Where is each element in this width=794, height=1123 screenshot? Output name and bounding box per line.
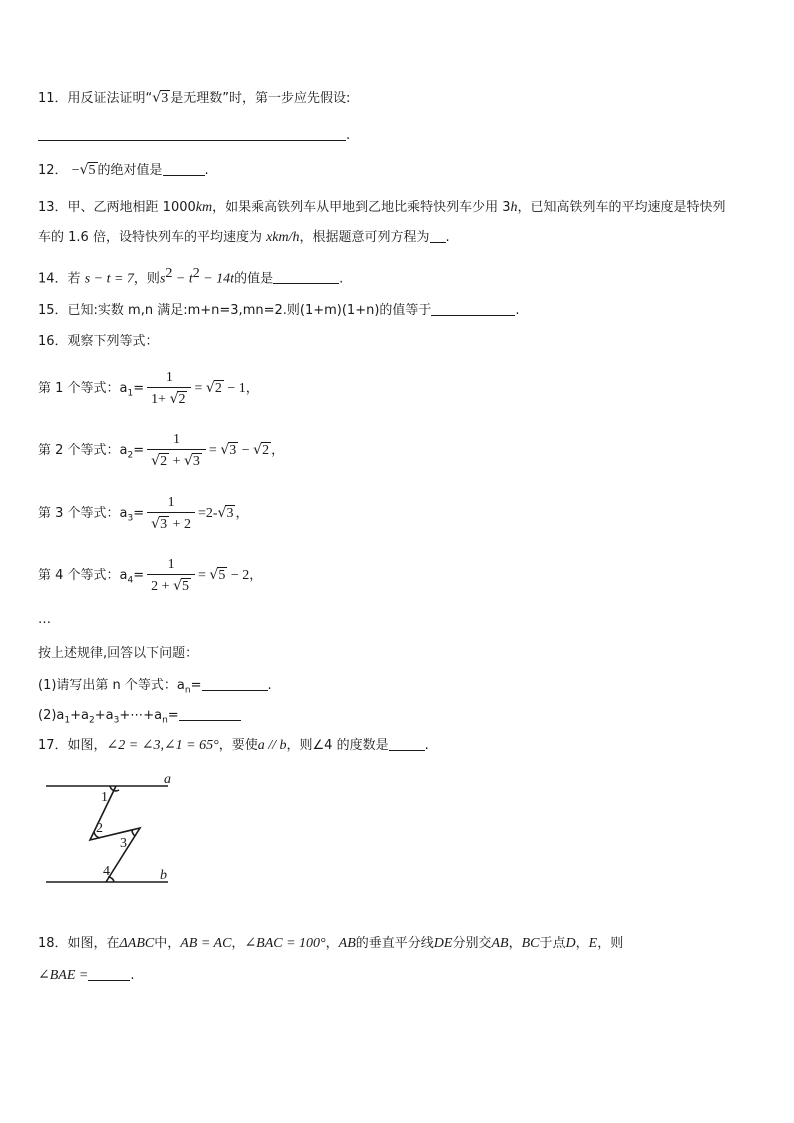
sqrt-symbol-icon: √ <box>205 380 215 396</box>
q18-text-c: 的垂直平分线 <box>355 936 434 951</box>
eq3-eq: = <box>133 506 145 521</box>
eq3-numerator: 1 <box>167 494 175 510</box>
q18-end: . <box>130 968 135 983</box>
q18-sep1: ， <box>231 936 245 951</box>
q11-answer-line <box>38 126 350 146</box>
eq2-den-rad1: 2 <box>160 453 168 469</box>
sqrt-symbol-icon: √ <box>151 452 161 469</box>
q17-end: . <box>424 738 429 753</box>
eq1-fraction <box>147 369 191 409</box>
q18-ab2: AB <box>491 936 509 951</box>
eq2-label: 第 2 个等式：a <box>38 443 128 458</box>
sqrt-symbol-icon: √ <box>152 90 162 106</box>
q17-condition: ∠2 = ∠3,∠1 = 65° <box>106 738 219 753</box>
q11-end: . <box>346 128 351 143</box>
q16-equation-4: 第 4 个等式：$a_4=$ $\frac{1}{2 + √5}$ = √5 − 2， <box>38 556 263 594</box>
q18-angle-bae: ∠BAE = <box>38 968 89 983</box>
eq3-label: 第 3 个等式：a <box>38 506 128 521</box>
eq2-numerator: 1 <box>173 431 181 447</box>
q18-sep3: ， <box>508 936 522 951</box>
q18-text-e: 于点 <box>539 936 566 951</box>
q13-end: . <box>445 230 450 245</box>
q13-text-b: ，如果乘高铁列车从甲地到乙地比乘特快列车少用 3 <box>212 200 511 215</box>
q16-p2-b: +a <box>70 708 89 723</box>
q17-number: 17．如图， <box>38 738 107 753</box>
q16-p2-a: (2)a <box>38 708 65 723</box>
sqrt-symbol-icon: √ <box>169 390 179 407</box>
q16-p1-answer-blank[interactable] <box>202 676 268 691</box>
question-12 <box>38 160 209 181</box>
q14-expr-t: − t <box>172 271 193 287</box>
q14-expr-s: s <box>159 271 166 287</box>
question-18-line1 <box>38 934 623 954</box>
q17-answer-blank[interactable] <box>389 736 425 751</box>
eq2-eq: = <box>133 443 145 458</box>
eq2-fraction <box>147 431 206 471</box>
q16-p2-d: +⋯+a <box>119 708 163 723</box>
eq4-den-a: 2 + <box>151 578 174 594</box>
q14-condition: s − t = 7 <box>84 271 134 287</box>
eq2-sub: 2 <box>127 450 134 461</box>
sqrt-symbol-icon: √ <box>183 452 193 469</box>
q15-text: 15．已知:实数 m,n 满足:m+n=3,mn=2.则(1+m)(1+n)的值等于 <box>38 303 432 318</box>
eq2-rhs-rad2: 2 <box>262 443 270 458</box>
q17-parallel: a // b <box>257 738 287 753</box>
q14-end: . <box>339 271 344 287</box>
eq2-den-plus: + <box>169 453 184 469</box>
q18-point-d: D <box>565 936 576 951</box>
eq1-den-a: 1+ <box>151 391 170 407</box>
eq1-numerator: 1 <box>165 369 173 385</box>
eq2-denominator <box>147 449 206 471</box>
q18-point-e: E <box>588 936 598 951</box>
eq4-den-rad: 5 <box>181 578 189 594</box>
q16-p2-s2: 2 <box>88 715 95 726</box>
q14-text-post: 的值是 <box>234 271 274 287</box>
q16-ask: 按上述规律,回答以下问题： <box>38 646 199 661</box>
q13-unit-kmh: km/h <box>272 230 300 245</box>
q11-text-pre: 用反证法证明“ <box>67 91 153 106</box>
eq4-rhs-b: − 2 <box>227 568 250 583</box>
eq2-end: ， <box>271 443 285 458</box>
eq3-den-rad: 3 <box>160 516 168 532</box>
q18-text-d: 分别交 <box>452 936 492 951</box>
q16-equation-2: 第 2 个等式：$a_2=$ $\frac{1}{√2 + √3}$ = √3 − √2 ， <box>38 431 285 469</box>
q18-ab: AB <box>338 936 356 951</box>
q17-mid: ，要使 <box>218 738 258 753</box>
q16-p1-eq: = <box>190 678 202 693</box>
q14-expr-14t: − 14t <box>199 271 235 287</box>
q13-text-e: ，根据题意可列方程为 <box>299 230 430 245</box>
sqrt-symbol-icon: √ <box>173 577 182 594</box>
sqrt-symbol-icon: √ <box>151 515 161 532</box>
question-11 <box>38 88 350 109</box>
q13-unit-h: h <box>510 200 518 215</box>
eq1-rhs-b: − 1 <box>223 381 246 396</box>
eq4-rhs-rad: 5 <box>218 568 226 583</box>
q13-text-a: 13．甲、乙两地相距 1000 <box>38 200 196 215</box>
eq1-sub: 1 <box>127 388 134 399</box>
q12-answer-blank[interactable] <box>163 161 205 176</box>
q16-p2-c: +a <box>94 708 114 723</box>
sqrt-symbol-icon: √ <box>209 567 219 583</box>
q12-number: 12． <box>38 163 68 178</box>
eq4-sub: 4 <box>127 575 134 586</box>
eq1-label: 第 1 个等式：a <box>38 381 128 396</box>
q16-p2-answer-blank[interactable] <box>179 706 241 721</box>
label-4: 4 <box>103 864 110 879</box>
label-b: b <box>160 868 167 883</box>
eq4-fraction <box>147 556 195 596</box>
eq3-sub: 3 <box>127 513 134 524</box>
eq2-rhs-rad1: 3 <box>229 443 237 458</box>
question-13-line2 <box>38 228 450 248</box>
sqrt-symbol-icon: √ <box>253 442 263 458</box>
eq3-fraction <box>147 494 195 534</box>
eq3-end: ， <box>235 506 249 521</box>
q16-p1-sub: n <box>184 685 191 696</box>
eq3-rhs-a: =2- <box>197 506 218 521</box>
q12-end: . <box>204 163 209 178</box>
q11-radicand: 3 <box>161 91 169 106</box>
eq1-denominator <box>147 387 191 409</box>
q16-p2-s4: n <box>162 715 168 726</box>
q13-text-c: ，已知高铁列车的平均速度是特快列 <box>517 200 726 215</box>
q12-text: 的绝对值是 <box>97 163 163 178</box>
question-15 <box>38 301 520 321</box>
q13-text-d: 车的 1.6 倍，设特快列车的平均速度为 <box>38 230 267 245</box>
q16-part1 <box>38 676 272 701</box>
sqrt-symbol-icon: √ <box>220 442 230 458</box>
q13-answer-blank[interactable] <box>430 228 446 243</box>
q12-radicand: 5 <box>88 163 96 178</box>
eq1-den-rad: 2 <box>178 391 186 407</box>
q18-text-f: ，则 <box>597 936 624 951</box>
question-16-intro: 16．观察下列等式： <box>38 334 159 349</box>
eq1-end: ， <box>245 381 259 396</box>
eq4-label: 第 4 个等式：a <box>38 568 128 583</box>
eq4-end: ， <box>249 568 263 583</box>
q16-p2-s1: 1 <box>64 715 71 726</box>
angle-3-arc <box>132 830 135 836</box>
q16-equation-1: 第 1 个等式：$a_1=$ $\frac{1}{1+ √2}$ = √2 − 1， <box>38 369 259 407</box>
eq1-rhs-rad: 2 <box>214 381 222 396</box>
q18-triangle: ΔABC <box>119 936 155 951</box>
q13-var-x: x <box>266 230 273 245</box>
q18-text-a: 18．如图，在 <box>38 936 120 951</box>
q16-p2-s3: 3 <box>113 715 120 726</box>
q14-number: 14．若 <box>38 271 81 287</box>
eq2-rhs-minus: − <box>238 443 254 458</box>
q18-cond2: ∠BAC = 100° <box>244 936 326 951</box>
q14-mid: ，则 <box>133 271 160 287</box>
q18-cond1: AB = AC <box>180 936 232 951</box>
eq4-eq: = <box>133 568 145 583</box>
sqrt-symbol-icon: √ <box>217 505 227 521</box>
question-17 <box>38 736 429 756</box>
q17-text-post: ，则∠4 的度数是 <box>286 738 389 753</box>
eq4-numerator: 1 <box>167 556 175 572</box>
label-a: a <box>164 772 171 787</box>
q15-answer-blank[interactable] <box>431 301 515 316</box>
label-3: 3 <box>120 836 127 851</box>
q16-p2-e: = <box>167 708 179 723</box>
q18-text-b: 中， <box>154 936 181 951</box>
q17-figure <box>40 768 180 888</box>
question-13-line1 <box>38 198 726 218</box>
q16-p1-text: (1)请写出第 n 个等式：a <box>38 678 185 693</box>
q16-ellipsis: … <box>38 612 51 627</box>
eq3-denominator <box>147 512 195 534</box>
q12-minus: − <box>71 163 80 178</box>
eq3-den-b: + 2 <box>169 516 191 532</box>
eq4-denominator <box>147 574 195 596</box>
q11-text-post: 是无理数”时，第一步应先假设: <box>170 91 351 106</box>
q16-p1-end: . <box>267 678 272 693</box>
eq2-den-rad2: 3 <box>192 453 200 469</box>
label-2: 2 <box>96 821 103 836</box>
q13-unit-km: km <box>195 200 213 215</box>
q18-answer-blank[interactable] <box>88 966 130 981</box>
eq1-eq: = <box>133 381 145 396</box>
q16-part2 <box>38 706 241 731</box>
q18-de: DE <box>433 936 453 951</box>
q14-answer-blank[interactable] <box>273 269 339 284</box>
eq3-rhs-rad: 3 <box>226 506 234 521</box>
q11-number: 11． <box>38 91 68 106</box>
sqrt-symbol-icon: √ <box>79 162 89 178</box>
q18-sep4: ， <box>575 936 589 951</box>
q16-equation-3 <box>38 493 248 539</box>
q15-end: . <box>515 303 520 318</box>
label-1: 1 <box>101 790 108 805</box>
q11-answer-blank[interactable] <box>38 126 346 141</box>
question-14: 14．若 s − t = 7，则$s^2 - t^2 - 14t$的值是 . <box>38 266 344 287</box>
q18-bc: BC <box>521 936 540 951</box>
question-18-line2 <box>38 966 134 986</box>
q18-sep2: ， <box>325 936 339 951</box>
